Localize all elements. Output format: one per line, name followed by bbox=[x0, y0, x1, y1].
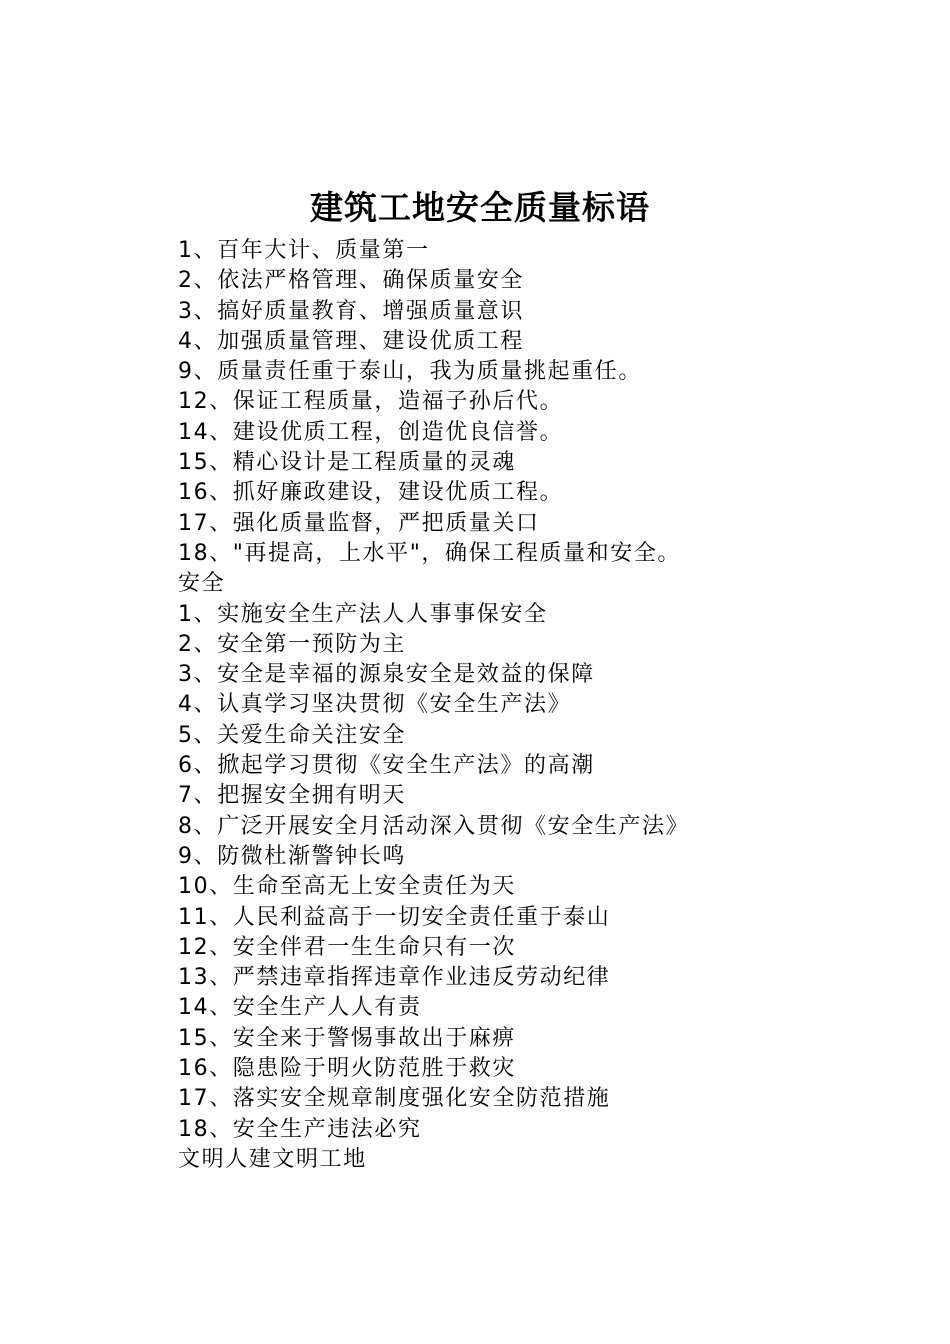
section-heading: 安全 bbox=[178, 571, 226, 597]
slogan-list bbox=[178, 236, 898, 1175]
list-item: 5、关爱生命关注安全 bbox=[178, 722, 406, 748]
list-item: 10、生命至高无上安全责任为天 bbox=[178, 874, 516, 900]
list-item: 18、"再提高，上水平"，确保工程质量和安全。 bbox=[178, 540, 682, 566]
list-item: 3、安全是幸福的源泉安全是效益的保障 bbox=[178, 662, 595, 688]
list-item: 11、人民利益高于一切安全责任重于泰山 bbox=[178, 904, 611, 930]
list-item: 15、精心设计是工程质量的灵魂 bbox=[178, 450, 516, 476]
list-item: 1、百年大计、质量第一 bbox=[178, 238, 430, 263]
list-item: 3、搞好质量教育、增强质量意识 bbox=[178, 298, 524, 324]
list-item: 15、安全来于警惕事故出于麻痹 bbox=[178, 1025, 516, 1051]
list-item: 1、实施安全生产法人人事事保安全 bbox=[178, 601, 548, 627]
list-item: 16、隐患险于明火防范胜于救灾 bbox=[178, 1056, 516, 1082]
list-item: 6、掀起学习贯彻《安全生产法》的高潮 bbox=[178, 753, 595, 779]
list-item: 18、安全生产违法必究 bbox=[178, 1116, 422, 1142]
list-item: 4、加强质量管理、建设优质工程 bbox=[178, 328, 524, 354]
list-item: 2、依法严格管理、确保质量安全 bbox=[178, 268, 524, 294]
list-item: 17、强化质量监督，严把质量关口 bbox=[178, 510, 540, 536]
section-heading: 文明人建文明工地 bbox=[178, 1146, 367, 1172]
list-item: 16、抓好廉政建设，建设优质工程。 bbox=[178, 480, 564, 506]
list-item: 13、严禁违章指挥违章作业违反劳动纪律 bbox=[178, 965, 611, 991]
page-title: 建筑工地安全质量标语 bbox=[310, 188, 650, 227]
list-item: 9、防微杜渐警钟长鸣 bbox=[178, 843, 406, 869]
list-item: 2、安全第一预防为主 bbox=[178, 631, 406, 657]
list-item: 14、建设优质工程，创造优良信誉。 bbox=[178, 419, 564, 445]
list-item: 14、安全生产人人有责 bbox=[178, 995, 422, 1021]
list-item: 7、把握安全拥有明天 bbox=[178, 783, 406, 809]
list-item: 17、落实安全规章制度强化安全防范措施 bbox=[178, 1086, 611, 1112]
list-item: 8、广泛开展安全月活动深入贯彻《安全生产法》 bbox=[178, 813, 690, 839]
list-item: 12、保证工程质量，造福子孙后代。 bbox=[178, 389, 564, 415]
list-item: 4、认真学习坚决贯彻《安全生产法》 bbox=[178, 692, 572, 718]
list-item: 9、质量责任重于泰山，我为质量挑起重任。 bbox=[178, 359, 642, 385]
list-item: 12、安全伴君一生生命只有一次 bbox=[178, 934, 516, 960]
